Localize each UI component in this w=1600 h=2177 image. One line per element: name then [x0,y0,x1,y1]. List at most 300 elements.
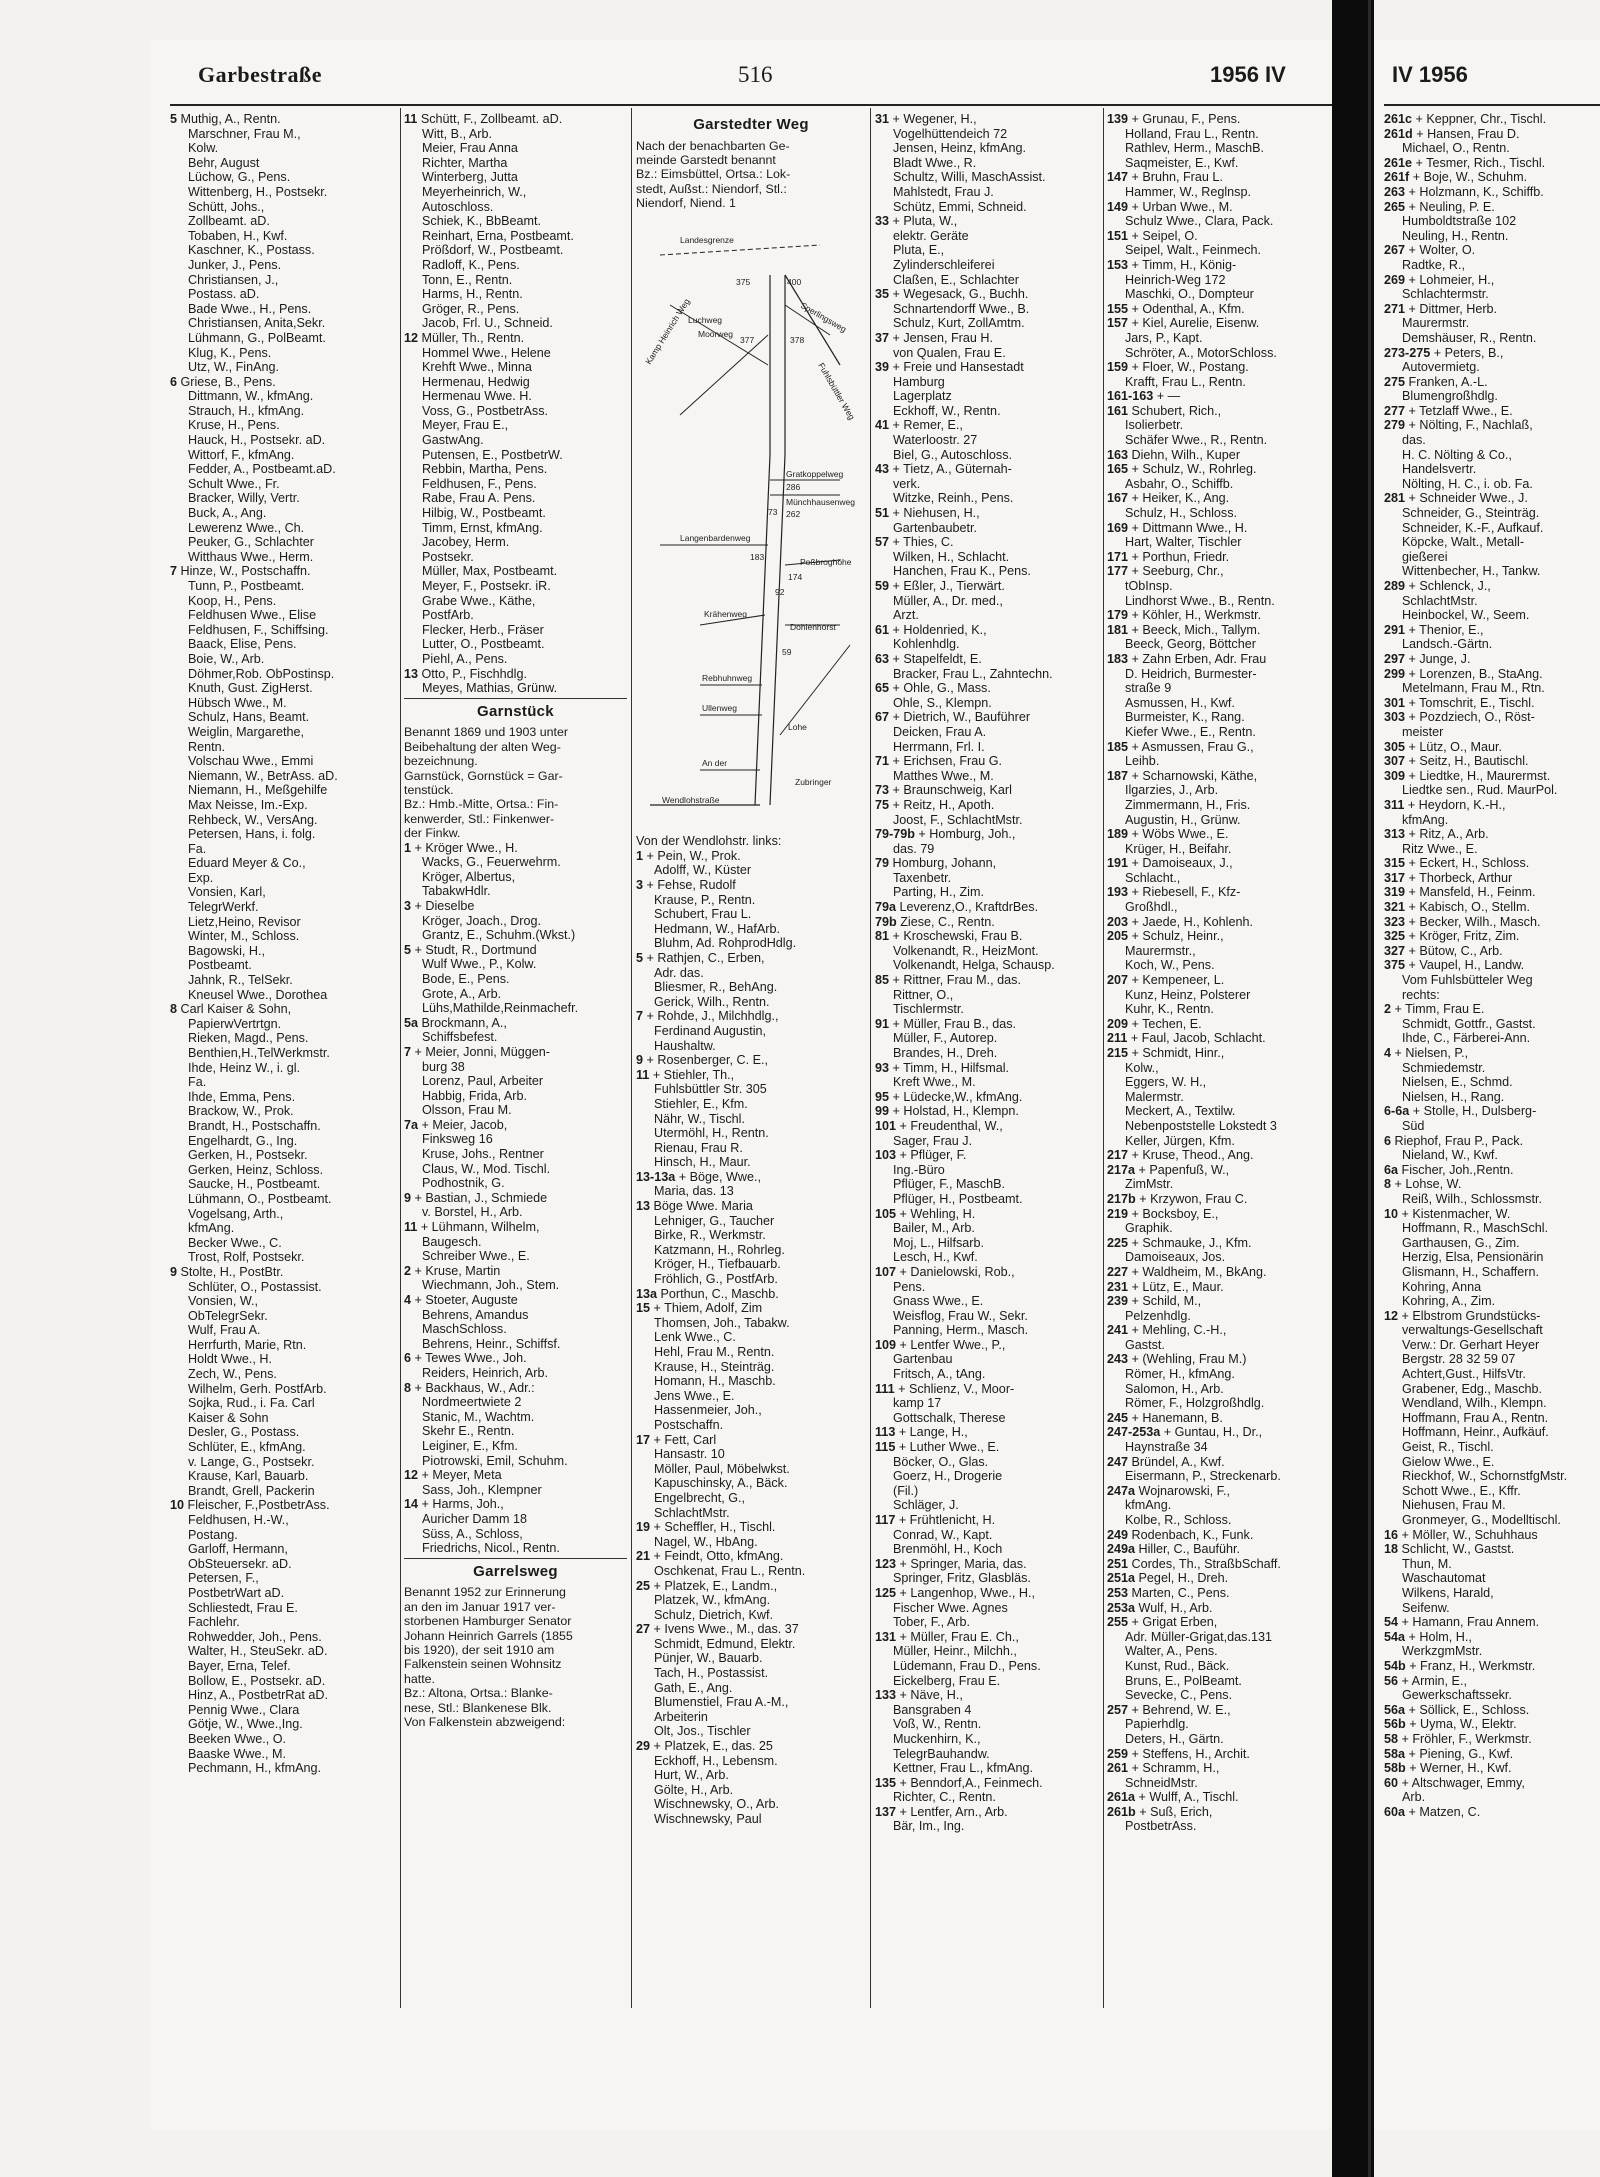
directory-entry: 243 + (Wehling, Frau M.) [1107,1352,1247,1367]
house-number: 6a [1384,1162,1399,1177]
house-number: 7 [636,1009,644,1024]
directory-entry: 54b + Franz, H., Werkmstr. [1384,1658,1536,1673]
directory-entry: 109 + Lentfer Wwe., P., [875,1337,1006,1352]
directory-entry: Bayer, Erna, Telef. [188,1658,291,1673]
directory-entry: 2 + Kruse, Martin [404,1263,501,1278]
house-number: 171 [1107,549,1129,564]
directory-entry: 101 + Freudenthal, W., [875,1118,1003,1133]
directory-entry: 5 + Studt, R., Dortmund [404,942,537,957]
directory-entry: Bluhm, Ad. RohprodHdlg. [654,936,797,951]
directory-entry: 181 + Beeck, Mich., Tallym. [1107,622,1261,637]
house-number: 5 [404,942,412,957]
house-number: 60a [1384,1804,1406,1819]
directory-entry: 60 + Altschwager, Emmy, [1384,1775,1525,1790]
directory-entry: 15 + Thiem, Adolf, Zim [636,1301,763,1316]
map-label: Gratkoppelweg [786,468,844,479]
directory-entry: 189 + Wöbs Wwe., E. [1107,827,1229,842]
directory-entry: Putensen, E., PostbetrW. [422,447,563,462]
directory-entry: Eckhoff, W., Rentn. [893,403,1001,418]
directory-entry: Holland, Frau L., Rentn. [1125,126,1259,141]
directory-entry: Gewerkschaftssekr. [1402,1688,1512,1703]
directory-entry: Timm, Ernst, kfmAng. [422,520,543,535]
directory-entry: Kettner, Frau L., kfmAng. [893,1761,1033,1776]
directory-entry: Postbeamt. [188,958,252,973]
map-label: Rebhuhnweg [702,672,753,683]
directory-entry: 56a + Söllick, E., Schloss. [1384,1702,1530,1717]
house-number: 11 [404,112,418,126]
directory-entry: Grabe Wwe., Käthe, [422,593,536,608]
directory-entry: TabakwHdlr. [422,884,491,899]
directory-entry: 179 + Köhler, H., Werkmstr. [1107,608,1262,623]
directory-entry: Lorenz, Paul, Arbeiter [422,1074,544,1089]
directory-entry: 117 + Frühtlenicht, H. [875,1513,996,1527]
directory-entry: v. Borstel, H., Arb. [422,1205,523,1220]
house-number: 253 [1107,1585,1129,1600]
house-number: 7 [404,1044,412,1059]
directory-entry: Desler, G., Postass. [188,1425,300,1440]
directory-entry: Eduard Meyer & Co., [188,856,306,871]
directory-entry: Arzt. [893,608,919,623]
directory-entry: Schneider, G., Steinträg. [1402,506,1540,521]
directory-entry: Blumenstiel, Frau A.-M., [654,1695,789,1710]
directory-entry: PostbetrWart aD. [188,1585,285,1600]
directory-entry: Kolw. [188,141,219,156]
house-number: 6 [170,374,178,389]
house-number: 5 [636,950,644,965]
directory-entry: Gastst. [1125,1337,1165,1352]
directory-entry: 85 + Rittner, Frau M., das. [875,973,1021,988]
directory-entry: Herrfurth, Marie, Rtn. [188,1337,307,1352]
house-number: 247-253a [1107,1425,1161,1440]
house-number: 43 [875,462,890,477]
house-number: 309 [1384,768,1406,783]
column-1 [170,112,395,2012]
house-number: 115 [875,1440,896,1455]
directory-entry: Burmeister, K., Rang. [1125,710,1245,725]
directory-entry: 7a + Meier, Jacob, [404,1117,508,1132]
house-number: 11 [636,1067,650,1082]
directory-entry: Schliestedt, Frau E. [188,1600,298,1615]
directory-entry: 93 + Timm, H., Hilfsmal. [875,1060,1010,1075]
house-number: 161 [1107,403,1129,418]
directory-entry: Reiß, Wilh., Schlossmstr. [1402,1191,1542,1206]
house-number: 261b [1107,1804,1136,1819]
directory-entry: Hinsch, H., Maur. [654,1155,751,1170]
house-number: 107 [875,1264,897,1279]
directory-entry: Tunn, P., Postbeamt. [188,579,305,593]
house-number: 261a [1107,1790,1136,1805]
directory-entry: 51 + Niehusen, H., [875,506,980,521]
directory-entry: Koch, W., Pens. [1125,958,1215,973]
directory-entry: 255 + Grigat Erben, [1107,1615,1218,1630]
directory-entry: Kaiser & Sohn [188,1410,269,1425]
house-number: 56b [1384,1717,1406,1732]
directory-entry: 161-163 + — [1107,389,1181,404]
directory-entry: 217b + Krzywon, Frau C. [1107,1191,1248,1206]
directory-entry: H. C. Nölting & Co., [1402,447,1512,462]
map-label: Münchhausenweg [786,496,855,507]
directory-entry: Jens Wwe., E. [654,1388,735,1403]
directory-entry: Lüdemann, Frau D., Pens. [893,1658,1041,1673]
directory-entry: TelegrBauhandw. [893,1746,990,1761]
directory-entry: Nach der benachbarten Ge- [636,138,790,153]
directory-entry: Matthes Wwe., M. [893,768,994,783]
directory-entry: Graphik. [1125,1221,1173,1236]
directory-entry: Pluta, E., [893,243,945,258]
directory-entry: 56 + Armin, E., [1384,1673,1467,1688]
directory-entry: Lutter, O., Postbeamt. [422,637,545,652]
directory-entry: Schütz, Emmi, Schneid. [893,199,1027,214]
directory-entry: Max Neisse, Im.-Exp. [188,797,308,812]
directory-entry: Koop, H., Pens. [188,593,277,608]
map-label: Wendlohstraße [662,794,720,805]
directory-entry: Gerick, Wilh., Rentn. [654,994,770,1009]
directory-entry: Fröhlich, G., PostfArb. [654,1272,778,1287]
directory-entry: Kunst, Rud., Bäck. [1125,1658,1230,1673]
house-number: 261 [1107,1761,1129,1776]
directory-entry: Hermenau, Hedwig [422,374,530,389]
directory-entry: 9 + Rosenberger, C. E., [636,1053,768,1068]
house-number: 9 [170,1264,178,1279]
directory-entry: Schneider, K.-F., Aufkauf. [1402,520,1544,535]
house-number: 327 [1384,943,1406,958]
directory-entry: 307 + Seitz, H., Bautischl. [1384,754,1529,769]
directory-entry: ZimMstr. [1125,1177,1174,1192]
directory-entry: Ihde, C., Färberei-Ann. [1402,1031,1531,1046]
section-title-garnstueck: Garnstück [477,702,554,720]
house-number: 261c [1384,112,1413,126]
directory-entry: bezeichnung. [404,754,478,769]
house-number: 33 [875,214,890,229]
directory-entry: 6 Griese, B., Pens. [170,374,276,389]
house-number: 219 [1107,1206,1129,1221]
directory-entry: Piehl, A., Pens. [422,651,508,666]
house-number: 177 [1107,564,1129,579]
directory-entry: Niemann, W., BetrAss. aD. [188,768,338,783]
house-number: 241 [1107,1323,1129,1338]
house-number: 133 [875,1688,897,1703]
directory-entry: 59 + Eßler, J., Tierwärt. [875,579,1005,593]
directory-entry: 61 + Holdenried, K., [875,622,987,637]
map-label: 92 [775,586,785,597]
directory-entry: Benannt 1952 zur Erinnerung [404,1585,566,1600]
directory-entry: 183 + Zahn Erben, Adr. Frau [1107,651,1267,666]
directory-entry: Becker Wwe., C. [188,1235,282,1250]
directory-entry: TelegrWerkf. [188,900,259,915]
house-number: 109 [875,1337,897,1352]
house-number: 81 [875,929,890,944]
house-number: 159 [1107,360,1129,375]
column-2-part-a [404,112,627,696]
directory-entry: 319 + Mansfeld, H., Feinm. [1384,885,1536,900]
house-number: 261d [1384,126,1413,141]
house-number: 243 [1107,1352,1129,1367]
directory-entry: Holdt Wwe., H. [188,1352,272,1367]
directory-entry: Damoiseaux, Jos. [1125,1250,1226,1265]
house-number: 6-6a [1384,1104,1410,1119]
directory-entry: 139 + Grunau, F., Pens. [1107,112,1241,126]
directory-entry: Hammer, W., Reglnsp. [1125,184,1251,199]
directory-entry: Lüchow, G., Pens. [188,170,291,185]
directory-entry: Parting, H., Zim. [893,885,984,900]
directory-entry: 41 + Remer, E., [875,418,963,433]
directory-entry: 215 + Schmidt, Hinr., [1107,1046,1225,1060]
directory-entry: Krause, P., Rentn. [654,892,756,907]
directory-entry: Maurermstr., [1125,943,1196,958]
directory-entry: Augustin, H., Grünw. [1125,812,1241,827]
house-number: 375 [1384,958,1406,973]
directory-entry: Rieken, Magd., Pens. [188,1031,309,1046]
directory-entry: Schlacht., [1125,870,1181,885]
house-number: 183 [1107,651,1129,666]
directory-entry: Johann Heinrich Garrels (1855 [404,1628,573,1643]
directory-entry: Müller, Heinr., Milchh., [893,1644,1017,1659]
directory-entry: 3 + Dieselbe [404,898,475,913]
directory-entry: Seipel, Walt., Feinmech. [1125,243,1262,258]
house-number: 239 [1107,1294,1129,1309]
directory-entry: Lagerplatz [893,389,952,404]
running-head-year: 1956 IV [1210,62,1286,87]
directory-entry: 79-79b + Homburg, Joh., [875,827,1016,842]
directory-entry: Beeck, Georg, Böttcher [1125,637,1256,652]
directory-entry: 131 + Müller, Frau E. Ch., [875,1629,1019,1644]
directory-entry: Pennig Wwe., Clara [188,1702,300,1717]
directory-entry: Isolierbetr. [1125,418,1184,433]
house-number: 2 [1384,1002,1392,1017]
map-label: Moorweg [698,328,733,339]
directory-entry: Schulz, Dietrich, Kwf. [654,1607,773,1622]
directory-entry: Krause, Karl, Bauarb. [188,1469,309,1484]
directory-entry: 7 + Meier, Jonni, Müggen- [404,1044,550,1059]
house-number: 271 [1384,301,1406,316]
directory-entry: kfmAng. [1125,1498,1172,1513]
directory-entry: Bracker, Frau L., Zahntechn. [893,666,1053,681]
directory-entry: 79b Ziese, C., Rentn. [875,914,995,929]
directory-entry: Zech, W., Pens. [188,1367,277,1382]
page-number: 516 [738,62,773,87]
directory-entry: Fa. [188,1075,207,1090]
directory-entry: Fritsch, A., tAng. [893,1367,986,1382]
house-number: 27 [636,1622,651,1637]
directory-entry: Postschaffn. [654,1417,724,1432]
directory-entry: 245 + Hanemann, B. [1107,1410,1223,1425]
house-number: 181 [1107,622,1129,637]
directory-entry: Waschautomat [1402,1571,1486,1586]
directory-entry: Fachlehr. [188,1615,240,1630]
house-number: 301 [1384,695,1406,710]
house-number: 269 [1384,272,1406,287]
directory-entry: Springer, Fritz, Glasbläs. [893,1571,1031,1586]
directory-entry: Handelsvertr. [1402,462,1477,477]
house-number: 247 [1107,1454,1129,1469]
directory-entry: Pflüger, F., MaschB. [893,1177,1005,1192]
directory-entry: Bansgraben 4 [893,1702,972,1717]
directory-entry: Eckhoff, H., Lebensm. [654,1753,778,1768]
directory-entry: Rabe, Frau A. Pens. [422,491,536,506]
house-number: 1 [636,848,644,863]
directory-entry: Kruse, H., Pens. [188,418,280,433]
garstedter-weg-notes [636,139,866,211]
directory-entry: Nähr, W., Tischl. [654,1111,745,1126]
directory-entry: Wischnewsky, O., Arb. [654,1797,780,1812]
house-number: 67 [875,710,890,725]
house-number: 217 [1107,1148,1129,1163]
house-number: 12 [404,330,419,345]
directory-entry: Rathlev, Herm., MaschB. [1125,141,1265,156]
directory-entry: 193 + Riebesell, F., Kfz- [1107,885,1241,900]
directory-entry: Christiansen, J., [188,272,279,287]
directory-entry: Bz.: Altona, Ortsa.: Blanke- [404,1686,553,1701]
directory-entry: Richter, C., Rentn. [893,1790,996,1805]
directory-entry: Vogelhüttendeich 72 [893,126,1008,141]
directory-entry: Reinhart, Erna, Postbeamt. [422,228,574,243]
directory-entry: Nielsen, E., Schmd. [1402,1075,1513,1090]
directory-entry: 27 + Ivens Wwe., M., das. 37 [636,1622,799,1637]
directory-entry: Nölting, H. C., i. ob. Fa. [1402,476,1533,491]
directory-entry: 327 + Bütow, C., Arb. [1384,943,1503,958]
directory-entry: 251a Pegel, H., Dreh. [1107,1571,1229,1586]
directory-entry: 115 + Luther Wwe., E. [875,1440,1000,1455]
directory-entry: Wiechmann, Joh., Stem. [422,1278,560,1293]
directory-entry: Wilkens, Harald, [1402,1585,1494,1600]
directory-entry: Bode, E., Pens. [422,971,510,986]
directory-entry: 261b + Suß, Erich, [1107,1804,1213,1819]
directory-entry: 21 + Feindt, Otto, kfmAng. [636,1549,784,1564]
house-number: 245 [1107,1410,1129,1425]
directory-entry: Benannt 1869 und 1903 unter [404,725,568,740]
directory-entry: rechts: [1402,987,1440,1002]
map-label: 377 [740,334,755,345]
directory-entry: Hommel Wwe., Helene [422,345,551,360]
house-number: 167 [1107,491,1129,506]
house-number: 8 [1384,1177,1392,1192]
map-label: 73 [768,506,778,517]
house-number: 255 [1107,1615,1129,1630]
directory-entry: 137 + Lentfer, Arn., Arb. [875,1804,1008,1819]
directory-entry: verwaltungs-Gesellschaft [1402,1323,1543,1338]
directory-entry: 9 + Bastian, J., Schmiede [404,1190,548,1205]
directory-entry: 6 + Tewes Wwe., Joh. [404,1351,527,1366]
directory-entry: Voß, W., Rentn. [893,1717,982,1732]
directory-entry: 54 + Hamann, Frau Annem. [1384,1615,1540,1630]
directory-entry: Köpcke, Walt., Metall- [1402,535,1525,550]
directory-entry: 56b + Uyma, W., Elektr. [1384,1717,1517,1732]
house-number: 249 [1107,1527,1129,1542]
house-number: 257 [1107,1702,1129,1717]
house-number: 203 [1107,914,1129,929]
directory-entry: Neuling, H., Rentn. [1402,228,1509,243]
house-number: 231 [1107,1279,1129,1294]
map-label: Poßbroghöhe [800,556,852,567]
directory-entry: Ilgarzies, J., Arb. [1125,783,1219,798]
directory-entry: WerkzgmMstr. [1402,1644,1483,1659]
directory-entry: Kohring, A., Zim. [1402,1294,1496,1309]
directory-entry: 153 + Timm, H., König- [1107,257,1237,272]
directory-entry: Mahlstedt, Frau J. [893,184,994,199]
house-number: 3 [404,898,412,913]
column-5 [1107,112,1329,2012]
house-number: 187 [1107,768,1129,783]
column-4 [875,112,1099,2012]
house-number: 263 [1384,184,1406,199]
house-number: 13 [636,1199,651,1214]
directory-entry: Harms, H., Rentn. [422,287,523,302]
directory-entry: SchneidMstr. [1125,1775,1198,1790]
directory-entry: Brackow, W., Prok. [188,1104,294,1119]
map-label: Luchweg [688,314,723,325]
directory-entry: Gielow Wwe., E. [1402,1454,1495,1469]
directory-entry: Schulz, H., Schloss. [1125,506,1237,521]
directory-entry: 309 + Liedtke, H., Maurermst. [1384,768,1551,783]
directory-entry: Lindhorst Wwe., B., Rentn. [1125,593,1275,608]
house-number: 75 [875,797,890,812]
directory-entry: Achtert,Gust., HilfsVtr. [1402,1367,1526,1382]
directory-entry: kenwerder, Stl.: Finkenwer- [404,811,555,826]
house-number: 59 [875,579,890,593]
directory-entry: Salomon, H., Arb. [1125,1381,1224,1396]
directory-entry: Meier, Frau Anna [422,141,518,156]
directory-entry: Wulf Wwe., P., Kolw. [422,957,537,972]
directory-entry: Boie, W., Arb. [188,651,265,666]
directory-entry: Grabener, Edg., Maschb. [1402,1381,1543,1396]
directory-entry: Brenmöhl, H., Koch [893,1542,1003,1557]
directory-entry: 8 + Lohse, W. [1384,1177,1462,1192]
directory-entry: kamp 17 [893,1396,942,1411]
directory-entry: 13a Porthun, C., Maschb. [636,1286,779,1301]
house-number: 153 [1107,257,1129,272]
directory-entry: Zollbeamt. aD. [188,214,270,229]
directory-entry: nese, Stl.: Blankenese Blk. [404,1700,552,1715]
directory-entry: Lenk Wwe., C. [654,1330,736,1345]
directory-entry: 249 Rodenbach, K., Funk. [1107,1527,1254,1542]
directory-entry: Herzig, Elsa, Pensionärin [1402,1250,1544,1265]
directory-entry: Sager, Frau J. [893,1133,973,1148]
house-number: 113 [875,1425,896,1440]
map-label: 174 [788,571,803,582]
directory-entry: Schult Wwe., Fr. [188,476,280,491]
directory-entry: Adr. Müller-Grigat,das.131 [1125,1629,1272,1644]
directory-entry: Rieckhof, W., SchornstfgMstr. [1402,1469,1568,1484]
directory-entry: Goerz, H., Drogerie [893,1469,1003,1484]
directory-entry: Winterberg, Jutta [422,170,518,185]
directory-entry: Rentn. [188,739,226,754]
map-label: 375 [736,276,751,287]
house-number: 57 [875,535,890,550]
directory-entry: Hauck, H., Postsekr. aD. [188,433,326,448]
directory-entry: Deters, H., Gärtn. [1125,1731,1224,1746]
directory-entry: 81 + Kroschewski, Frau B. [875,929,1023,944]
directory-entry: Schmidt, Edmund, Elektr. [654,1636,796,1651]
directory-entry: Kolw., [1125,1060,1159,1075]
directory-entry: Schiffsbefest. [422,1030,498,1045]
house-number: 209 [1107,1016,1129,1031]
house-number: 135 [875,1775,897,1790]
directory-entry: Kröger, H., Tiefbauarb. [654,1257,781,1272]
house-number: 9 [636,1053,644,1068]
directory-entry: Behrens, Heinr., Schiffsf. [422,1336,561,1351]
directory-entry: 99 + Holstad, H., Klempn. [875,1104,1019,1119]
directory-entry: Müller, A., Dr. med., [893,593,1003,608]
directory-entry: 263 + Holzmann, K., Schiffb. [1384,184,1544,199]
directory-entry: 1 + Pein, W., Prok. [636,848,741,863]
map-label: 378 [790,334,805,345]
directory-entry: Kolbe, R., Schloss. [1125,1513,1232,1527]
house-number: 225 [1107,1235,1129,1250]
directory-entry: 299 + Lorenzen, B., StaAng. [1384,666,1543,681]
directory-entry: Fuhlsbüttler Str. 305 [654,1082,767,1097]
directory-entry: Moj, L., Hilfsarb. [893,1235,984,1250]
directory-entry: Brandes, H., Dreh. [893,1046,998,1060]
